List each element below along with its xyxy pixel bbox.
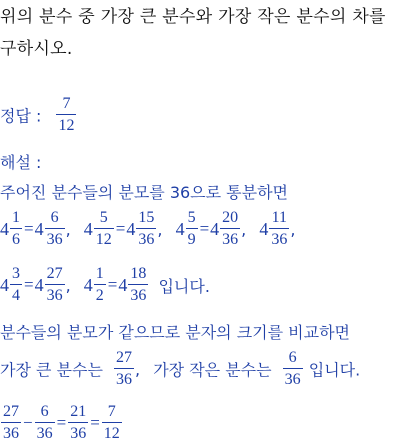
denominator: 36 bbox=[70, 425, 87, 442]
numerator: 5 bbox=[186, 210, 198, 229]
fraction bbox=[45, 266, 65, 304]
whole-number: 4 bbox=[175, 218, 185, 239]
explanation-step-3 bbox=[0, 350, 360, 388]
explanation-step-1: 주어진 분수들의 분모를 36으로 통분하면 bbox=[0, 183, 288, 202]
numerator: 11 bbox=[269, 210, 289, 229]
comma: , bbox=[241, 219, 247, 239]
comma: , bbox=[65, 219, 71, 239]
fraction bbox=[10, 266, 22, 304]
numerator: 21 bbox=[68, 404, 88, 423]
conversion-row-2 bbox=[0, 266, 210, 304]
denominator: 36 bbox=[284, 371, 301, 388]
conversion-item bbox=[83, 209, 176, 248]
comma: , bbox=[65, 275, 71, 295]
conversion-item bbox=[0, 209, 84, 248]
fraction bbox=[128, 266, 148, 304]
fraction bbox=[10, 210, 22, 248]
fraction bbox=[45, 210, 65, 248]
equals-sign: = bbox=[24, 219, 34, 238]
equals-sign: = bbox=[115, 219, 126, 238]
conversion-item bbox=[83, 265, 155, 304]
conversion-item bbox=[259, 209, 303, 248]
largest-fraction bbox=[114, 350, 134, 388]
denominator: 12 bbox=[103, 425, 120, 442]
fraction bbox=[102, 404, 122, 442]
fraction bbox=[136, 210, 156, 248]
whole-number: 4 bbox=[34, 218, 44, 239]
denominator: 9 bbox=[187, 231, 196, 248]
answer-row bbox=[0, 96, 77, 134]
answer-denominator: 12 bbox=[58, 117, 75, 134]
explanation-label: 해설 : bbox=[0, 153, 42, 172]
fraction bbox=[269, 210, 289, 248]
question-line-2: 구하시오. bbox=[0, 39, 73, 59]
whole-number: 4 bbox=[210, 218, 220, 239]
final-equation bbox=[0, 404, 123, 442]
numerator: 20 bbox=[220, 210, 240, 229]
conversion-item bbox=[175, 209, 260, 248]
question-line-1: 위의 분수 중 가장 큰 분수와 가장 작은 분수의 차를 bbox=[0, 7, 386, 27]
fraction bbox=[220, 210, 240, 248]
comma: , bbox=[290, 219, 296, 239]
row-2-suffix: 입니다. bbox=[158, 276, 210, 296]
numerator: 1 bbox=[94, 266, 106, 285]
denominator: 36 bbox=[36, 425, 53, 442]
denominator: 36 bbox=[3, 425, 19, 442]
explanation-step-2: 분수들의 분모가 같으므로 분자의 크기를 비교하면 bbox=[0, 323, 351, 342]
smallest-label: 가장 작은 분수는 bbox=[153, 360, 272, 380]
numerator: 6 bbox=[45, 210, 65, 229]
whole-number: 4 bbox=[126, 218, 136, 239]
largest-label: 가장 큰 분수는 bbox=[0, 360, 103, 380]
numerator: 6 bbox=[35, 404, 55, 423]
denominator: 6 bbox=[12, 231, 20, 248]
denominator: 36 bbox=[138, 231, 155, 248]
whole-number: 4 bbox=[0, 274, 9, 295]
minus-sign: − bbox=[23, 413, 33, 432]
denominator: 4 bbox=[12, 287, 20, 304]
denominator: 36 bbox=[130, 287, 147, 304]
denominator: 2 bbox=[95, 287, 104, 304]
numerator: 27 bbox=[114, 350, 134, 369]
fraction bbox=[94, 210, 114, 248]
whole-number: 4 bbox=[83, 274, 93, 295]
equals-sign: = bbox=[199, 219, 210, 238]
whole-number: 4 bbox=[0, 218, 9, 239]
numerator: 27 bbox=[1, 404, 21, 423]
numerator: 3 bbox=[10, 266, 22, 285]
denominator: 36 bbox=[222, 231, 239, 248]
denominator: 36 bbox=[46, 231, 63, 248]
smallest-fraction bbox=[283, 350, 303, 388]
numerator: 7 bbox=[102, 404, 122, 423]
whole-number: 4 bbox=[83, 218, 93, 239]
equals-sign: = bbox=[90, 413, 100, 432]
conversion-row-1 bbox=[0, 210, 303, 248]
fraction bbox=[1, 404, 21, 442]
step-3-suffix: 입니다. bbox=[308, 360, 361, 380]
denominator: 36 bbox=[116, 371, 133, 388]
fraction bbox=[35, 404, 55, 442]
fraction bbox=[68, 404, 88, 442]
fraction bbox=[186, 210, 198, 248]
whole-number: 4 bbox=[118, 274, 128, 295]
whole-number: 4 bbox=[259, 218, 269, 239]
answer-label: 정답 : bbox=[0, 106, 42, 126]
denominator: 36 bbox=[271, 231, 288, 248]
answer-fraction bbox=[56, 96, 76, 134]
fraction bbox=[94, 266, 106, 304]
answer-numerator: 7 bbox=[56, 96, 76, 115]
equals-sign: = bbox=[56, 413, 67, 432]
numerator: 27 bbox=[45, 266, 65, 285]
comma: , bbox=[157, 219, 163, 239]
numerator: 1 bbox=[10, 210, 22, 229]
numerator: 5 bbox=[94, 210, 114, 229]
denominator: 36 bbox=[46, 287, 63, 304]
numerator: 18 bbox=[128, 266, 148, 285]
numerator: 15 bbox=[136, 210, 156, 229]
denominator: 12 bbox=[95, 231, 112, 248]
conversion-item bbox=[0, 265, 84, 304]
equals-sign: = bbox=[24, 275, 34, 294]
equals-sign: = bbox=[107, 275, 118, 294]
numerator: 6 bbox=[283, 350, 303, 369]
whole-number: 4 bbox=[34, 274, 44, 295]
comma: , bbox=[135, 359, 141, 379]
